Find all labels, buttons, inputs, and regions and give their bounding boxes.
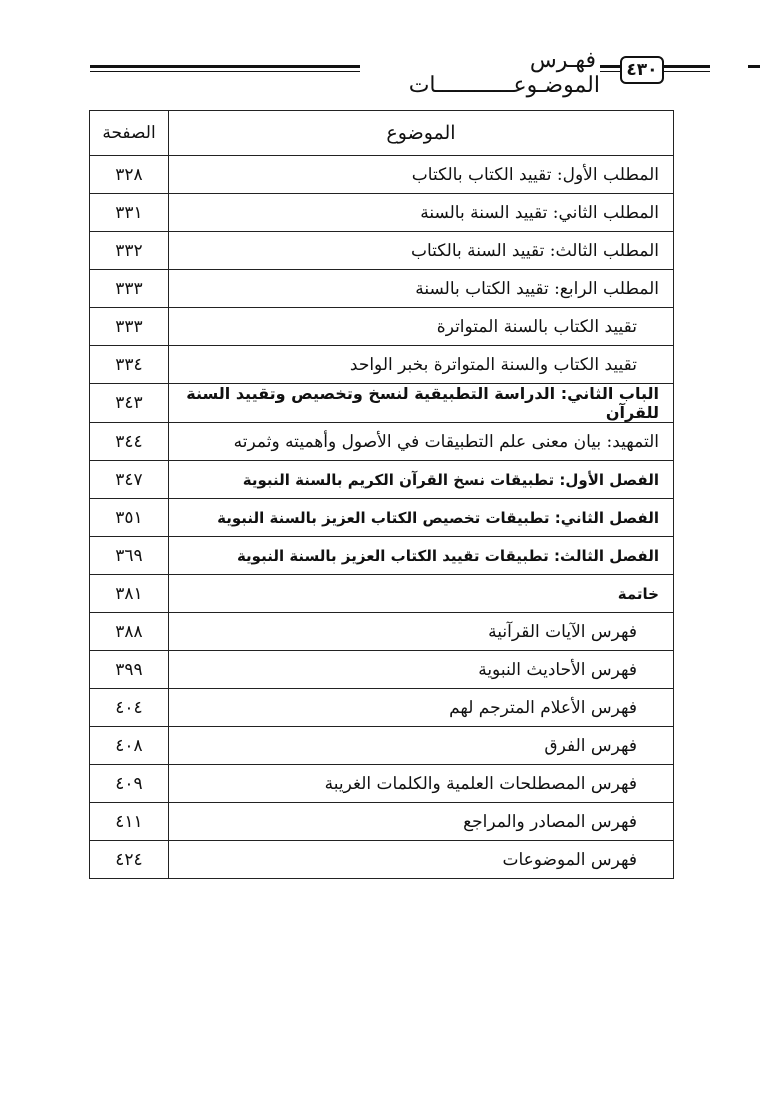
toc-topic: المطلب الأول: تقييد الكتاب بالكتاب: [169, 156, 674, 194]
toc-row: [90, 537, 674, 575]
header-rule-left: [90, 65, 360, 68]
page-column-header: الصفحة: [90, 111, 169, 156]
toc-row: [90, 384, 674, 423]
toc-page-number: ٣٦٩: [90, 537, 169, 575]
toc-row: [90, 841, 674, 879]
toc-page-number: ٣٤٧: [90, 461, 169, 499]
page-number-box: [620, 56, 664, 84]
toc-topic: تقييد الكتاب والسنة المتواترة بخبر الواحد: [169, 346, 674, 384]
toc-page-number: ٤٠٤: [90, 689, 169, 727]
toc-topic: فهرس المصادر والمراجع: [169, 803, 674, 841]
toc-table: [89, 110, 674, 879]
toc-page-number: ٣٥١: [90, 499, 169, 537]
toc-page-number: ٣٤٣: [90, 384, 169, 423]
toc-header-row: [90, 111, 674, 156]
toc-row: [90, 194, 674, 232]
header-title: [360, 48, 600, 98]
toc-topic: خاتمة: [169, 575, 674, 613]
toc-topic: التمهيد: بيان معنى علم التطبيقات في الأصول وأهميته وثمرته: [169, 423, 674, 461]
toc-topic: فهرس الموضوعات: [169, 841, 674, 879]
toc-topic: الباب الثاني: الدراسة التطبيقية لنسخ وتخصيص وتقييد السنة للقرآن: [169, 384, 674, 423]
toc-page-number: ٣٣٤: [90, 346, 169, 384]
toc-body: [90, 156, 674, 879]
toc-row: [90, 803, 674, 841]
toc-page-number: ٤٢٤: [90, 841, 169, 879]
topic-column-header: الموضوع: [169, 111, 674, 156]
toc-row: [90, 461, 674, 499]
toc-page-number: ٣٣٢: [90, 232, 169, 270]
toc-page-number: ٣٣٣: [90, 308, 169, 346]
toc-page-number: ٤١١: [90, 803, 169, 841]
toc-row: [90, 575, 674, 613]
toc-topic: فهرس الفرق: [169, 727, 674, 765]
toc-topic: فهرس الأحاديث النبوية: [169, 651, 674, 689]
toc-row: [90, 499, 674, 537]
toc-page-number: ٣٨١: [90, 575, 169, 613]
toc-topic: الفصل الثالث: تطبيقات تقييد الكتاب العزيز بالسنة النبوية: [169, 537, 674, 575]
toc-row: [90, 689, 674, 727]
toc-topic: المطلب الرابع: تقييد الكتاب بالسنة: [169, 270, 674, 308]
toc-topic: فهرس الآيات القرآنية: [169, 613, 674, 651]
toc-page-number: ٤٠٩: [90, 765, 169, 803]
page-header: [90, 44, 675, 98]
page-number: ٤٣٠: [626, 60, 658, 80]
toc-page-number: ٣٢٨: [90, 156, 169, 194]
toc-page-number: ٤٠٨: [90, 727, 169, 765]
header-rule-end: [748, 65, 760, 68]
toc-row: [90, 156, 674, 194]
toc-page-number: ٣٨٨: [90, 613, 169, 651]
toc-topic: فهرس المصطلحات العلمية والكلمات الغريبة: [169, 765, 674, 803]
toc-page-number: ٣٣٣: [90, 270, 169, 308]
toc-row: [90, 232, 674, 270]
toc-row: [90, 423, 674, 461]
toc-page-number: ٣٣١: [90, 194, 169, 232]
toc-row: [90, 727, 674, 765]
toc-topic: الفصل الأول: تطبيقات نسخ القرآن الكريم بالسنة النبوية: [169, 461, 674, 499]
toc-row: [90, 346, 674, 384]
toc-page-number: ٣٩٩: [90, 651, 169, 689]
header-title-text: فهـرس الموضـوعــــــــــــات: [405, 48, 600, 98]
toc-topic: تقييد الكتاب بالسنة المتواترة: [169, 308, 674, 346]
toc-topic: المطلب الثاني: تقييد السنة بالسنة: [169, 194, 674, 232]
toc-topic: الفصل الثاني: تطبيقات تخصيص الكتاب العزيز بالسنة النبوية: [169, 499, 674, 537]
toc-topic: فهرس الأعلام المترجم لهم: [169, 689, 674, 727]
toc-row: [90, 308, 674, 346]
toc-page-number: ٣٤٤: [90, 423, 169, 461]
toc-row: [90, 765, 674, 803]
toc-row: [90, 270, 674, 308]
toc-row: [90, 651, 674, 689]
toc-row: [90, 613, 674, 651]
header-rule-left-thin: [90, 71, 360, 72]
toc-topic: المطلب الثالث: تقييد السنة بالكتاب: [169, 232, 674, 270]
